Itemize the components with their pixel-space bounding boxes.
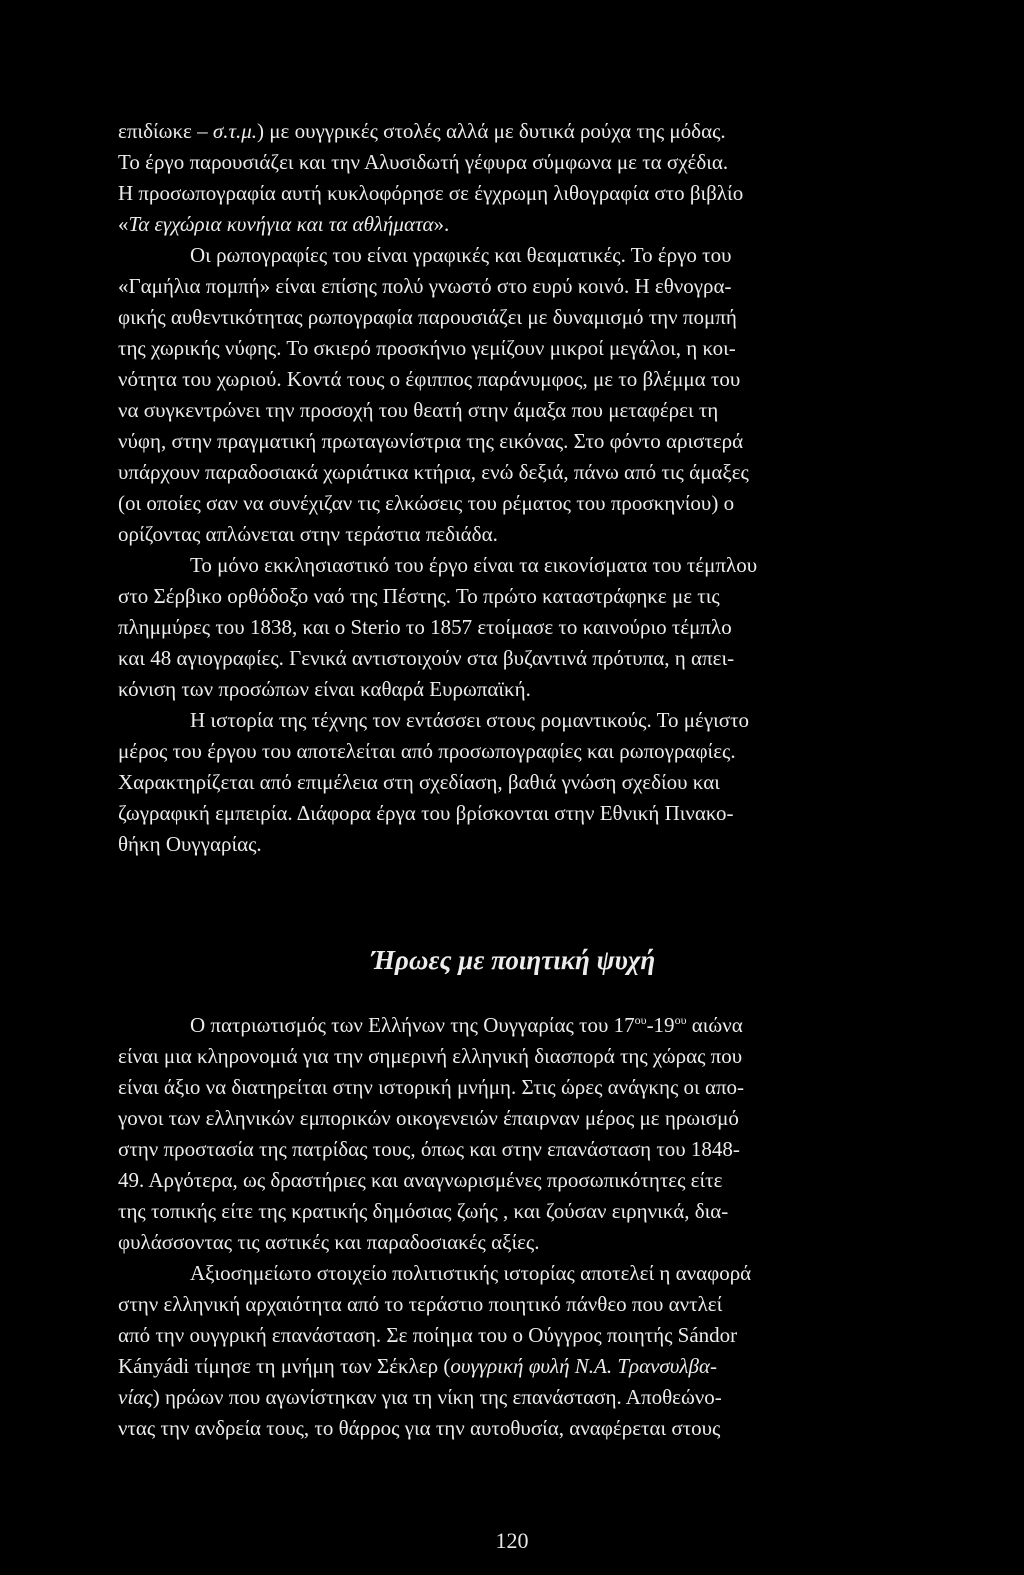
- text-line: Χαρακτηρίζεται από επιμέλεια στη σχεδίαση, βαθιά γνώση σχεδίου και: [118, 770, 720, 794]
- text-line: Η προσωπογραφία αυτή κυκλοφόρησε σε έγχρωμη λιθογραφία στο βιβλίο: [118, 181, 744, 205]
- text-line: θήκη Ουγγαρίας.: [118, 832, 262, 856]
- text-line: Το μόνο εκκλησιαστικό του έργο είναι τα εικονίσματα του τέμπλου: [190, 553, 758, 577]
- text-line: Η ιστορία της τέχνης τον εντάσσει στους ρομαντικούς. Το μέγιστο: [190, 708, 750, 732]
- paragraph-2: [118, 240, 908, 550]
- text-line: νότητα του χωριού. Κοντά τους ο έφιππος παράνυμφος, με το βλέμμα του: [118, 367, 741, 391]
- text-line: στην ελληνική αρχαιότητα από το τεράστιο ποιητικό πάνθεο που αντλεί: [118, 1292, 723, 1316]
- text-line: της τοπικής είτε της κρατικής δημόσιας ζωής , και ζούσαν ειρηνικά, δια-: [118, 1199, 729, 1223]
- text-line: στο Σέρβικο ορθόδοξο ναό της Πέστης. Το πρώτο καταστράφηκε με τις: [118, 584, 720, 608]
- superscript: ου: [634, 1013, 647, 1027]
- spacer: [118, 990, 908, 1010]
- text-line: και 48 αγιογραφίες. Γενικά αντιστοιχούν στα βυζαντινά πρότυπα, η απει-: [118, 646, 735, 670]
- text-line: υπάρχουν παραδοσιακά χωριάτικα κτήρια, ενώ δεξιά, πάνω από τις άμαξες: [118, 460, 749, 484]
- text-line: γονοι των ελληνικών εμπορικών οικογενειών έπαιρναν μέρος με ηρωισμό: [118, 1106, 739, 1130]
- italic-segment: σ.τ.μ.: [212, 119, 258, 143]
- text-line: (οι οποίες σαν να συνέχιζαν τις ελκώσεις του ρέματος του προσκηνίου) ο: [118, 491, 735, 515]
- paragraph-6: [118, 1258, 908, 1444]
- text-line: να συγκεντρώνει την προσοχή του θεατή στην άμαξα που μεταφέρει τη: [118, 398, 719, 422]
- text-line: ορίζοντας απλώνεται στην τεράστια πεδιάδα.: [118, 522, 498, 546]
- text-line: Το έργο παρουσιάζει και την Αλυσιδωτή γέφυρα σύμφωνα με τα σχέδια.: [118, 150, 729, 174]
- text-line: φυλάσσοντας τις αστικές και παραδοσιακές αξίες.: [118, 1230, 540, 1254]
- text-segment: -19: [646, 1013, 675, 1037]
- text-line: Οι ρωπογραφίες του είναι γραφικές και θεαματικές. Το έργο του: [190, 243, 732, 267]
- italic-segment: νίας: [118, 1385, 153, 1409]
- spacer: [118, 860, 908, 930]
- text-line: στην προστασία της πατρίδας τους, όπως και στην επανάσταση του 1848-: [118, 1137, 740, 1161]
- italic-segment: Τα εγχώρια κυνήγια και τα αθλήματα: [128, 212, 434, 236]
- text-line: [118, 1010, 908, 1041]
- text-line: «Γαμήλια πομπή» είναι επίσης πολύ γνωστό στο ευρύ κοινό. Η εθνογρα-: [118, 274, 732, 298]
- text-line: είναι άξιο να διατηρείται στην ιστορική μνήμη. Στις ώρες ανάγκης οι απο-: [118, 1075, 745, 1099]
- text-line: [118, 1351, 908, 1382]
- page-body: [118, 116, 908, 1444]
- page-number: 120: [495, 1528, 529, 1553]
- superscript: ου: [674, 1013, 687, 1027]
- text-line: ζωγραφική εμπειρία. Διάφορα έργα του βρίσκονται στην Εθνική Πινακο-: [118, 801, 734, 825]
- paragraph-5: [118, 1010, 908, 1258]
- text-segment: ) ηρώων που αγωνίστηκαν για τη νίκη της επανάσταση. Αποθεώνο-: [152, 1385, 722, 1409]
- text-line: φικής αυθεντικότητας ρωπογραφία παρουσιάζει με δυναμισμό την πομπή: [118, 305, 737, 329]
- text-segment: Ο πατριωτισμός των Ελλήνων της Ουγγαρίας του 17: [190, 1013, 635, 1037]
- paragraph-3: [118, 550, 908, 705]
- text-line: Αξιοσημείωτο στοιχείο πολιτιστικής ιστορίας αποτελεί η αναφορά: [190, 1261, 752, 1285]
- text-line: πλημμύρες του 1838, και ο Sterio το 1857 ετοίμασε το καινούριο τέμπλο: [118, 615, 732, 639]
- text-line: επιδίωκε – σ.τ.μ.) με ουγγρικές στολές αλλά με δυτικά ρούχα της μόδας.: [118, 119, 726, 143]
- text-line: ντας την ανδρεία τους, το θάρρος για την αυτοθυσία, αναφέρεται στους: [118, 1416, 721, 1440]
- text-line: είναι μια κληρονομιά για την σημερινή ελληνική διασπορά της χώρας που: [118, 1044, 743, 1068]
- text-segment: αιώνα: [686, 1013, 743, 1037]
- paragraph-1: [118, 116, 908, 240]
- text-line: «Τα εγχώρια κυνήγια και τα αθλήματα».: [118, 212, 450, 236]
- text-line: από την ουγγρική επανάσταση. Σε ποίημα του ο Ούγγρος ποιητής Sándor: [118, 1323, 738, 1347]
- paragraph-4: [118, 705, 908, 860]
- section-heading: Ήρωες με ποιητική ψυχή: [370, 945, 656, 975]
- text-line: νύφη, στην πραγματική πρωταγωνίστρια της εικόνας. Στο φόντο αριστερά: [118, 429, 744, 453]
- text-segment: Kányádi τίμησε τη μνήμη των Σέκλερ (: [118, 1354, 451, 1378]
- text-line: 49. Αργότερα, ως δραστήριες και αναγνωρισμένες προσωπικότητες είτε: [118, 1168, 723, 1192]
- text-line: μέρος του έργου του αποτελείται από προσωπογραφίες και ρωπογραφίες.: [118, 739, 736, 763]
- text-line: κόνιση των προσώπων είναι καθαρά Ευρωπαϊκή.: [118, 677, 531, 701]
- text-line: [118, 1382, 908, 1413]
- text-line: της χωρικής νύφης. Το σκιερό προσκήνιο γεμίζουν μικροί μεγάλοι, η κοι-: [118, 336, 736, 360]
- italic-segment: ουγγρική φυλή Ν.Α. Τρανσυλβα-: [450, 1354, 717, 1378]
